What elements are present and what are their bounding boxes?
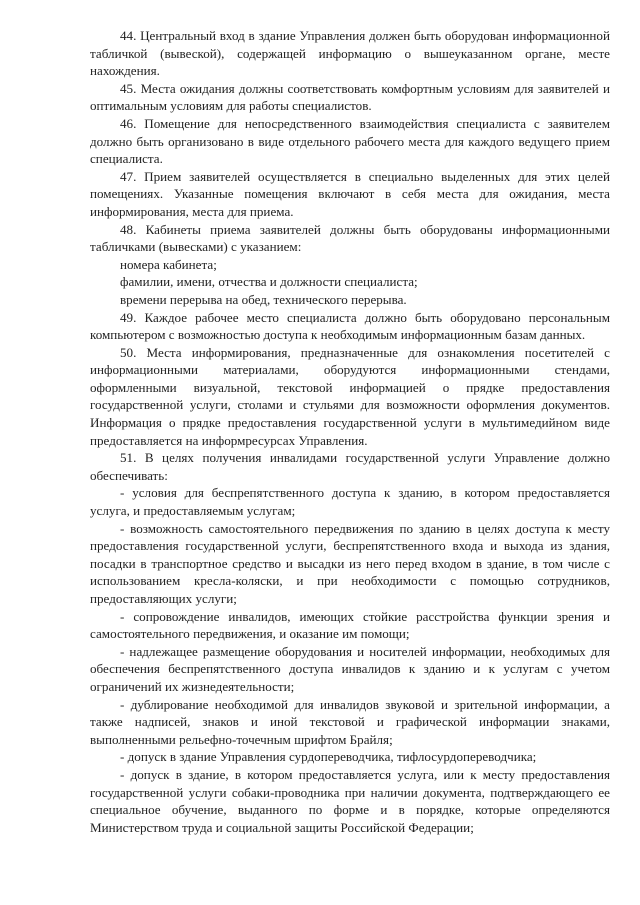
paragraph-46: 46. Помещение для непосредственного взаимодействия специалиста с заявителем должно быть организовано в виде отдельного рабочего места для каждого ведущего прием специалиста. xyxy=(90,115,610,167)
paragraph-50: 50. Места информирования, предназначенные для ознакомления посетителей с информационными материалами, оборудуются информационными стендами, оформленными визуальной, текстовой информацией о прядке предоставления государственной услуги, столами и стульями для возможности оформления документов. Информация о прядке предоставления государственной услуги в мультимедийном виде предоставляется на информресурсах Управления. xyxy=(90,344,610,448)
paragraph-48-item-name: фамилии, имени, отчества и должности специалиста; xyxy=(120,274,418,290)
paragraph-51-item-guide-dog: - допуск в здание, в котором предоставляется услуга, или к месту предоставления государственной услуги собаки-проводника при наличии документа, подтверждающего ее специальное обучение, выданного по форме и в порядке, которые определяются Министерством труда и социальной защиты Российской Федерации; xyxy=(90,766,610,835)
paragraph-48: 48. Кабинеты приема заявителей должны быть оборудованы информационными табличками (вывесками) с указанием: xyxy=(90,221,610,255)
paragraph-51-item-escort: - сопровождение инвалидов, имеющих стойкие расстройства функции зрения и самостоятельного передвижения, и оказание им помощи; xyxy=(90,608,610,642)
paragraph-48-item-room: номера кабинета; xyxy=(120,256,217,272)
paragraph-44: 44. Центральный вход в здание Управления должен быть оборудован информационной табличкой (вывеской), содержащей информацию о вышеуказанном органе, месте нахождения. xyxy=(90,28,610,79)
paragraph-47: 47. Прием заявителей осуществляется в специально выделенных для этих целей помещениях. Указанные помещения включают в себя места для ожидания, места информирования, места для приема. xyxy=(90,168,610,219)
paragraph-51: 51. В целях получения инвалидами государственной услуги Управление должно обеспечивать: xyxy=(90,450,610,483)
paragraph-51-item-access: - условия для беспрепятственного доступа к зданию, в котором предоставляется услуга, и предоставляемым услугам; xyxy=(90,485,610,519)
paragraph-49: 49. Каждое рабочее место специалиста должно быть оборудовано персональным компьютером с возможностью доступа к необходимым информационным базам данных. xyxy=(90,309,610,343)
paragraph-48-item-break: времени перерыва на обед, технического перерыва. xyxy=(120,291,407,307)
paragraph-51-item-movement: - возможность самостоятельного передвижения по зданию в целях доступа к месту предоставления государственной услуги, беспрепятственного входа и выхода из здания, посадки в транспортное средство и высадки из него перед входом в здание, в том числе с использованием кресла-коляски, и при необходимости с помощью сотрудников, предоставляющих услуги; xyxy=(90,520,610,606)
paragraph-51-item-interpreter: - допуск в здание Управления сурдопереводчика, тифлосурдопереводчика; xyxy=(120,749,537,765)
paragraph-51-item-duplication: - дублирование необходимой для инвалидов звуковой и зрительной информации, а также надписей, знаков и иной текстовой и графической информации знаками, выполненными рельефно-точечным шрифтом Брайля; xyxy=(90,696,610,747)
paragraph-45: 45. Места ожидания должны соответствовать комфортным условиям для заявителей и оптимальным условиям для работы специалистов. xyxy=(90,80,610,114)
paragraph-51-item-equipment: - надлежащее размещение оборудования и носителей информации, необходимых для обеспечения беспрепятственного доступа инвалидов к зданию и к услугам с учетом ограничений их жизнедеятельности; xyxy=(90,643,610,694)
document-body xyxy=(90,27,610,836)
